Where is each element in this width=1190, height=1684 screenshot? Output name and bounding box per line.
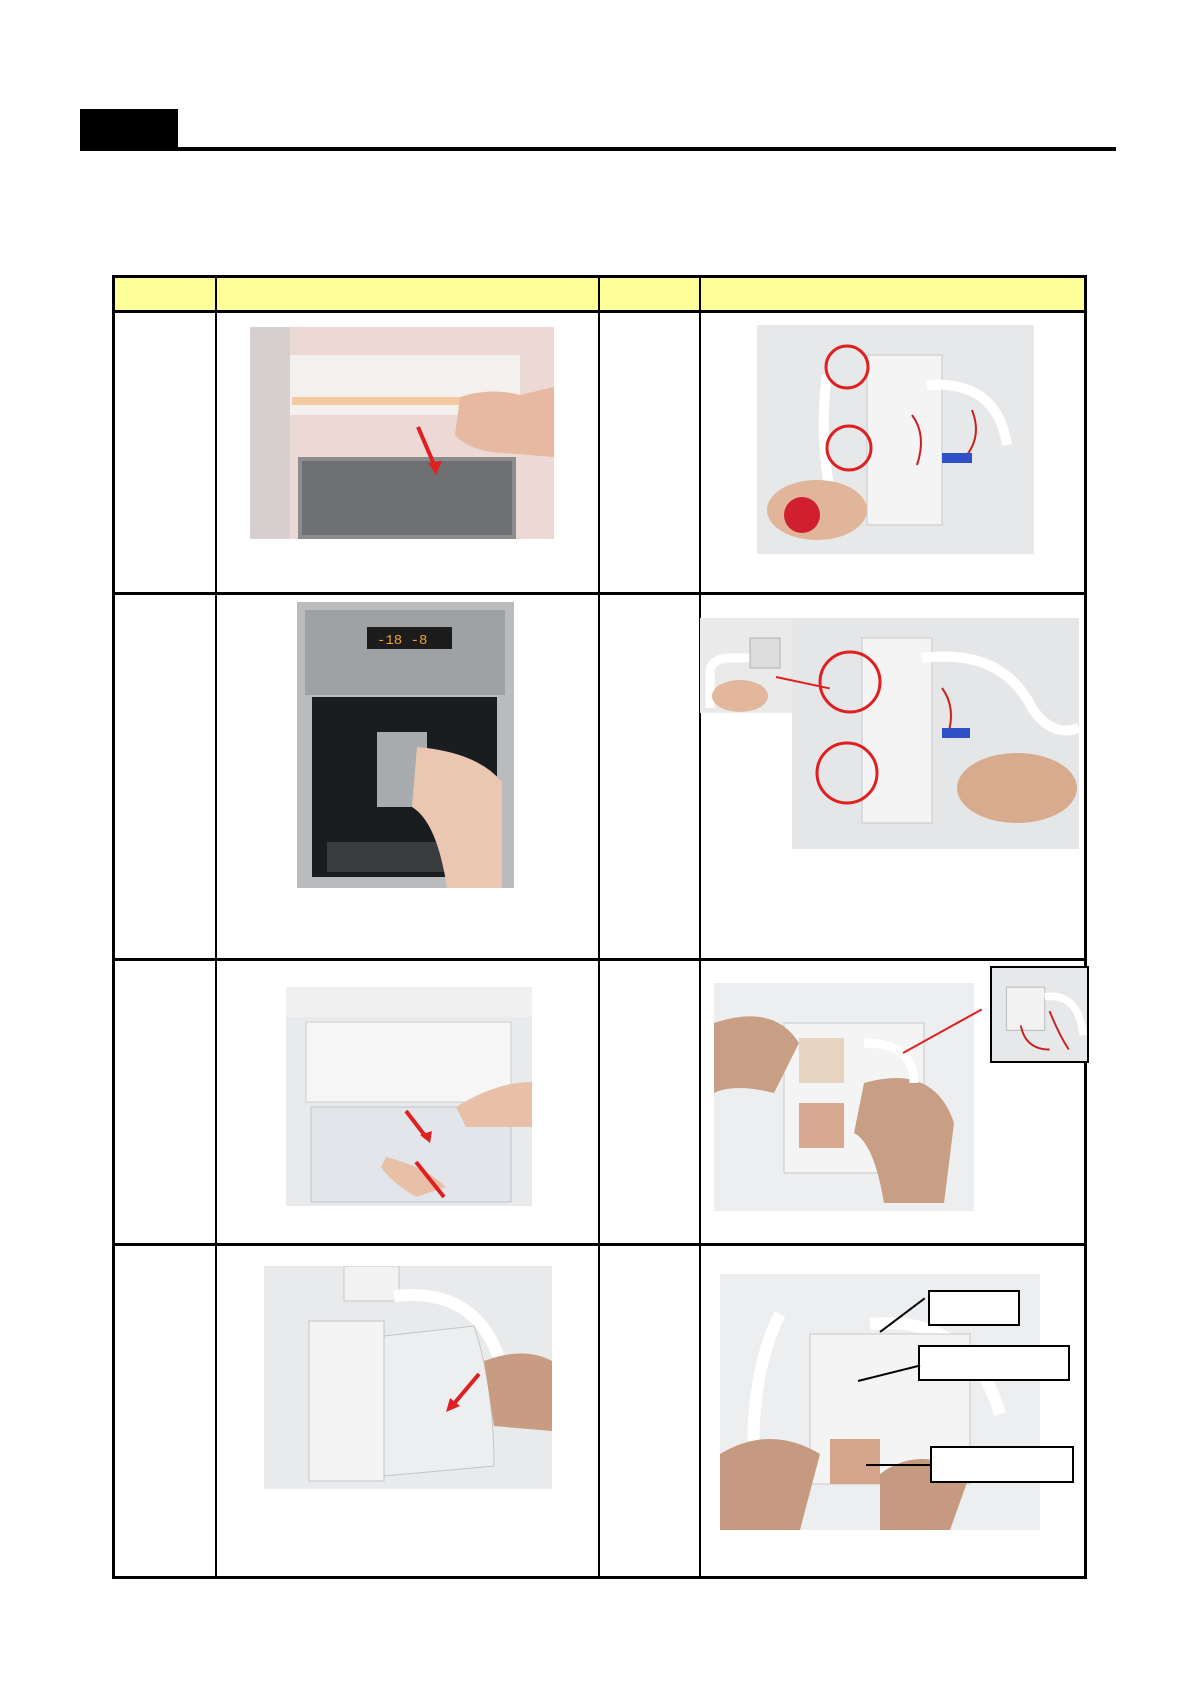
drawer-removal-photo bbox=[286, 987, 532, 1206]
connector-detail-inset-photo bbox=[990, 966, 1089, 1063]
callout-label-2 bbox=[918, 1345, 1070, 1381]
col-divider bbox=[598, 278, 600, 1576]
callout-label-3 bbox=[930, 1446, 1074, 1483]
section-title-block bbox=[80, 109, 178, 149]
col-divider bbox=[699, 278, 701, 1576]
valve-detail-inset-photo bbox=[700, 618, 798, 713]
water-dispenser-photo bbox=[297, 602, 514, 888]
callout-label-1 bbox=[928, 1290, 1020, 1326]
shelf-removal-photo bbox=[250, 327, 554, 539]
svg-text:-18 -8: -18 -8 bbox=[377, 633, 428, 649]
valve-screws-photo bbox=[757, 325, 1034, 554]
valve-cover-photo bbox=[264, 1266, 552, 1489]
valve-bracket-photo bbox=[792, 618, 1079, 849]
header-rule bbox=[80, 147, 1116, 151]
callout-leader-3 bbox=[866, 1464, 932, 1466]
valve-connector-photo bbox=[714, 983, 974, 1211]
col-divider bbox=[215, 278, 217, 1576]
